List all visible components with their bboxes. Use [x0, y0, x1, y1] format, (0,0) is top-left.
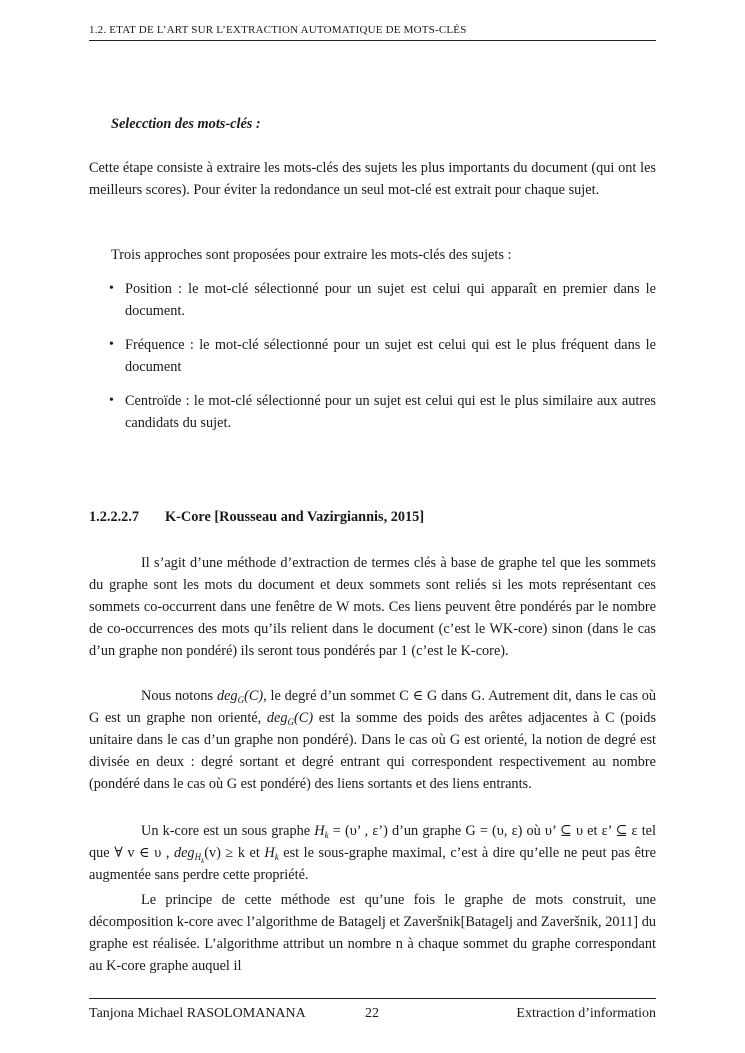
- bullet-icon: •: [109, 337, 114, 352]
- body-paragraph-1: Il s’agit d’une méthode d’extraction de termes clés à base de graphe tel que les sommets du graphe sont les mots du document et deux sommets sont reliés si les mots représentant ces sommets co-occurrent dans une fenêtre de W mots. Ces liens peuvent être pondérés par le nombre de co-occurrences des mots qu’ils relient dans le document (c’est le WK-core) sinon (dans le cas d’un graphe non pondéré) ils seront tous pondérés par 1 (c’est le K-core).: [89, 555, 656, 659]
- selection-paragraph: Cette étape consiste à extraire les mots-clés des sujets les plus importants du document (qui ont les meilleurs scores). Pour éviter la redondance un seul mot-clé est extrait pour chaque sujet.: [89, 160, 656, 198]
- page-footer: [89, 998, 656, 1026]
- bullet-icon: •: [109, 281, 114, 296]
- list-item: • Centroïde : le mot-clé sélectionné pour un sujet est celui qui est le plus similaire aux autres candidats du sujet.: [89, 390, 656, 434]
- section-title: K-Core [Rousseau and Vazirgiannis, 2015]: [165, 509, 425, 525]
- page-number: 22: [365, 1006, 379, 1021]
- section-heading: [89, 509, 424, 526]
- footer-chapter-title: Extraction d’information: [516, 1006, 656, 1021]
- approaches-intro: Trois approches sont proposées pour extraire les mots-clés des sujets :: [111, 247, 512, 263]
- body-paragraph-4: Le principe de cette méthode est qu’une fois le graphe de mots construit, une décomposition k-core avec l’algorithme de Batagelj et Zaveršnik[Batagelj and Zaveršnik, 2011] du graphe est réalisée. L’algorithme attribut un nombre n à chaque sommet du graphe correspondant au K-core graphe auquel il: [89, 892, 656, 974]
- bullet-icon: •: [109, 393, 114, 408]
- list-item: • Position : le mot-clé sélectionné pour un sujet est celui qui apparaît en premier dans le document.: [89, 278, 656, 322]
- footer-author: Tanjona Michael RASOLOMANANA: [89, 1006, 306, 1021]
- document-page: [89, 0, 656, 1053]
- approaches-list: [89, 278, 656, 446]
- subsection-heading: Selecction des mots-clés :: [111, 116, 261, 132]
- section-number: 1.2.2.2.7: [89, 509, 140, 525]
- list-item: • Fréquence : le mot-clé sélectionné pour un sujet est celui qui est le plus fréquent dans le document: [89, 334, 656, 378]
- running-header: 1.2. ETAT DE L’ART SUR L’EXTRACTION AUTOMATIQUE DE MOTS-CLÉS: [89, 24, 656, 41]
- body-paragraph-2: Nous notons deg$_G$(C), le degré d’un sommet C ∈ G dans G. Autrement dit, dans le cas où G est un graphe non orienté, deg$_G$(C) est la somme des poids des arêtes adjacentes à C (poids unitaire dans le cas d’un graphe non pondéré). Dans le cas où G est orienté, la notion de degré est divisée en deux : degré sortant et degré entrant qui correspondent respectivement au nombre (pondéré dans le cas où G est pondéré) des liens sortants et des liens entrants.: [89, 688, 657, 792]
- body-paragraph-3: Un k-core est un sous graphe $H_k = (\upsilon$’ , ε’) d’un graphe G = (υ, ε) où υ’ ⊆ υ et ε’ ⊆ ε tel que ∀ v ∈ υ , deg$_{H_k}$(v) ≥ k et $H_k$ est le sous-graphe maximal, c’est à dire qu’elle ne peut pas être augmentée sans perdre cette propriété.: [89, 823, 656, 883]
